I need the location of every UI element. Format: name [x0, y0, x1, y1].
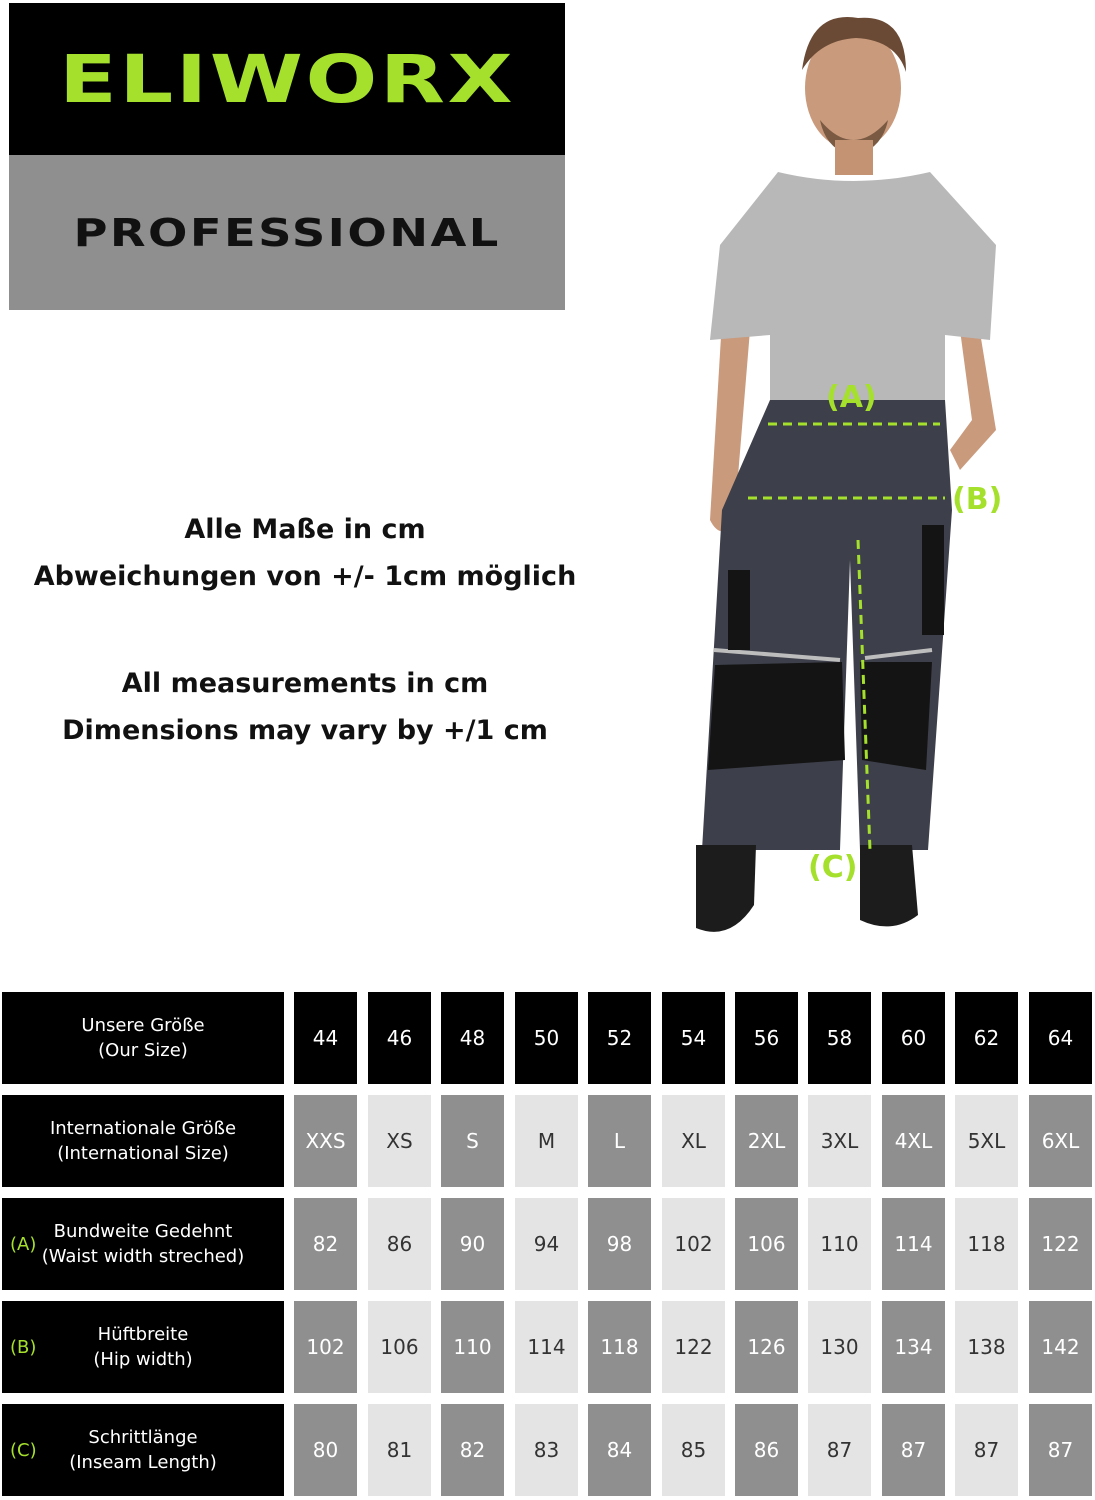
knee-pad-left — [708, 662, 845, 770]
shoe-left — [696, 845, 756, 932]
brand-logo-top — [9, 3, 565, 155]
table-row — [2, 1301, 1092, 1393]
table-row — [2, 1198, 1092, 1290]
model-illustration — [660, 0, 1095, 960]
row-label-english: (Inseam Length) — [69, 1452, 217, 1473]
table-row — [2, 992, 1092, 1084]
table-cell: L — [588, 1095, 651, 1187]
table-cell: S — [441, 1095, 504, 1187]
table-cell: 87 — [1029, 1404, 1092, 1496]
table-cell: 114 — [515, 1301, 578, 1393]
table-cell: 87 — [955, 1404, 1018, 1496]
table-cell: 81 — [368, 1404, 431, 1496]
marker-label-b: (B) — [952, 482, 1003, 517]
table-cell: 106 — [735, 1198, 798, 1290]
table-cell: 138 — [955, 1301, 1018, 1393]
row-label-english: (Waist width streched) — [41, 1246, 245, 1267]
row-label-german: Schrittlänge — [88, 1427, 198, 1448]
table-cell: 106 — [368, 1301, 431, 1393]
table-cell: 94 — [515, 1198, 578, 1290]
table-cell: 110 — [808, 1198, 871, 1290]
model-figure — [660, 0, 1095, 960]
table-cell: 102 — [294, 1301, 357, 1393]
marker-label-a: (A) — [826, 380, 877, 415]
marker-label-c: (C) — [808, 850, 858, 885]
row-label-german: Hüftbreite — [97, 1324, 189, 1345]
row-marker-label: (B) — [10, 1336, 37, 1358]
table-cell: 85 — [662, 1404, 725, 1496]
table-cell: 86 — [735, 1404, 798, 1496]
note-de-line1: Alle Maße in cm — [184, 514, 426, 545]
table-cell: 98 — [588, 1198, 651, 1290]
table-row — [2, 1404, 1092, 1496]
row-header — [2, 1095, 284, 1187]
row-label-english: (Hip width) — [93, 1349, 193, 1370]
table-cell: 126 — [735, 1301, 798, 1393]
row-header — [2, 1198, 284, 1290]
table-cell: 118 — [588, 1301, 651, 1393]
table-cell: 52 — [588, 992, 651, 1084]
table-cell: 3XL — [808, 1095, 871, 1187]
brand-logo-bottom — [9, 155, 565, 310]
table-cell: 82 — [441, 1404, 504, 1496]
table-cell: 84 — [588, 1404, 651, 1496]
table-cell: 54 — [662, 992, 725, 1084]
table-cell: 87 — [882, 1404, 945, 1496]
model-shirt — [710, 172, 996, 400]
row-header — [2, 992, 284, 1084]
brand-subtitle: PROFESSIONAL — [73, 210, 501, 255]
table-cell: 142 — [1029, 1301, 1092, 1393]
table-cell: 130 — [808, 1301, 871, 1393]
row-label-english: (International Size) — [57, 1143, 229, 1164]
table-cell: 50 — [515, 992, 578, 1084]
table-cell: 87 — [808, 1404, 871, 1496]
size-chart-table — [2, 992, 1092, 1498]
cargo-pocket-left — [728, 570, 750, 650]
table-cell: 118 — [955, 1198, 1018, 1290]
table-row — [2, 1095, 1092, 1187]
knee-pad-right — [860, 662, 932, 770]
row-header — [2, 1404, 284, 1496]
table-cell: 114 — [882, 1198, 945, 1290]
table-cell: 46 — [368, 992, 431, 1084]
table-cell: 110 — [441, 1301, 504, 1393]
shoe-right — [860, 845, 918, 926]
table-cell: 5XL — [955, 1095, 1018, 1187]
table-cell: 2XL — [735, 1095, 798, 1187]
cargo-pocket-right — [922, 525, 944, 635]
table-cell: 62 — [955, 992, 1018, 1084]
table-cell: 6XL — [1029, 1095, 1092, 1187]
row-label-german: Internationale Größe — [49, 1118, 237, 1139]
table-cell: 58 — [808, 992, 871, 1084]
row-label-german: Bundweite Gedehnt — [53, 1221, 233, 1242]
table-cell: 134 — [882, 1301, 945, 1393]
table-cell: XS — [368, 1095, 431, 1187]
table-cell: 86 — [368, 1198, 431, 1290]
brand-name: ELIWORX — [58, 40, 516, 118]
table-cell: 122 — [662, 1301, 725, 1393]
table-cell: 122 — [1029, 1198, 1092, 1290]
table-cell: 64 — [1029, 992, 1092, 1084]
table-cell: 90 — [441, 1198, 504, 1290]
note-en-line2: Dimensions may vary by +/1 cm — [62, 715, 548, 746]
table-cell: 60 — [882, 992, 945, 1084]
table-cell: 83 — [515, 1404, 578, 1496]
note-de-line2: Abweichungen von +/- 1cm möglich — [33, 561, 577, 592]
table-cell: 80 — [294, 1404, 357, 1496]
row-label-german: Unsere Größe — [81, 1015, 205, 1036]
table-cell: 4XL — [882, 1095, 945, 1187]
table-cell: 48 — [441, 992, 504, 1084]
row-marker-label: (C) — [10, 1439, 37, 1461]
notes-german — [0, 506, 610, 600]
row-label-english: (Our Size) — [98, 1040, 188, 1061]
table-cell: XXS — [294, 1095, 357, 1187]
table-cell: 56 — [735, 992, 798, 1084]
model-neck — [835, 140, 873, 175]
row-header — [2, 1301, 284, 1393]
table-cell: 102 — [662, 1198, 725, 1290]
note-en-line1: All measurements in cm — [121, 668, 489, 699]
model-arm-right — [950, 320, 996, 470]
table-cell: 44 — [294, 992, 357, 1084]
table-cell: 82 — [294, 1198, 357, 1290]
table-cell: XL — [662, 1095, 725, 1187]
notes-english — [0, 660, 610, 754]
table-cell: M — [515, 1095, 578, 1187]
row-marker-label: (A) — [10, 1233, 37, 1255]
